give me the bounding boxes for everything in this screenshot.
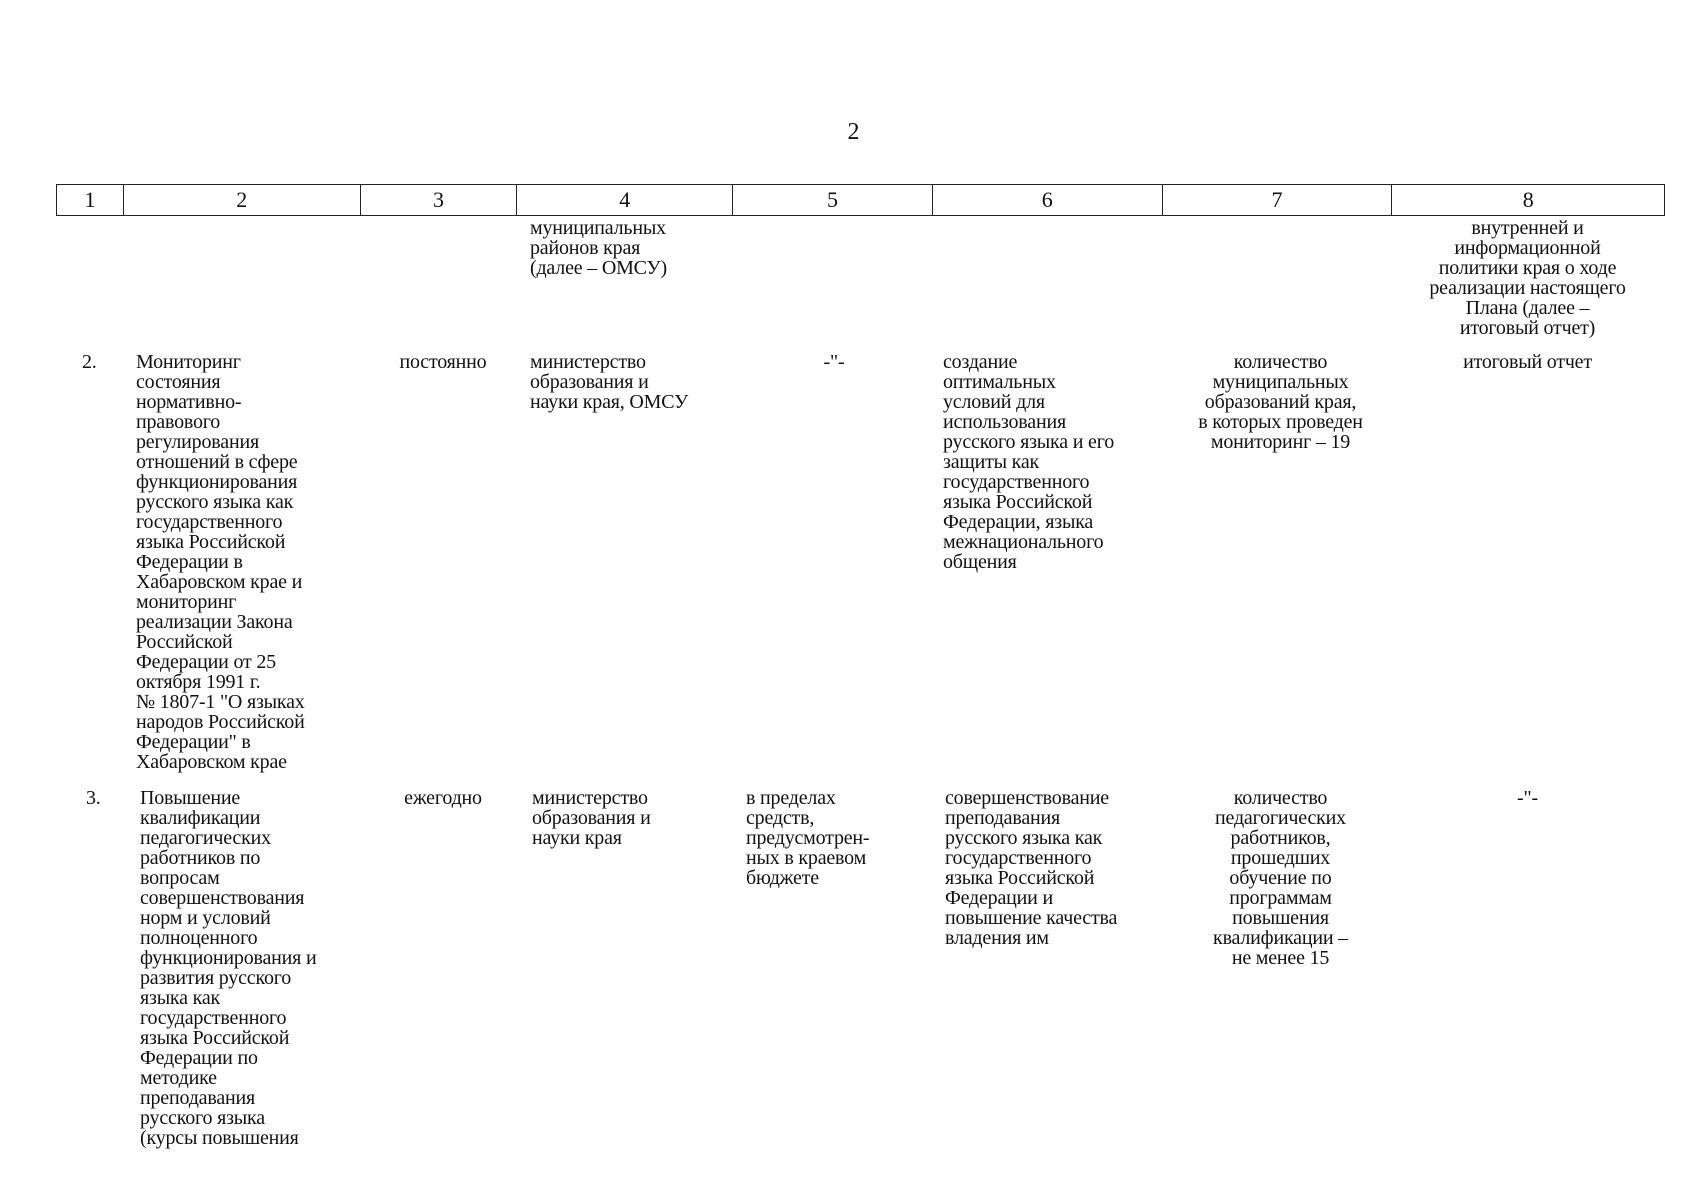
row-3-responsible: министерство образования и науки края — [532, 787, 651, 849]
column-header-2: 2 — [124, 185, 361, 215]
continuation-col8: внутренней и информационной политики края о ходе реализации настоящего Плана (далее – итоговый отчет) — [1429, 217, 1626, 339]
row-3-activity: Повышение квалификации педагогических работников по вопросам совершенствования норм и условий полноценного функционирования и развития русского языка как государственного языка Российской Федерации по методике преподавания русского языка (курсы повышения — [140, 787, 317, 1149]
column-header-1: 1 — [57, 185, 124, 215]
row-3-report: -"- — [1517, 787, 1538, 809]
row-2-activity: Мониторинг состояния нормативно- правового регулирования отношений в сфере функционирования русского языка как государственного языка Российской Федерации в Хабаровском крае и мониторинг реализации Закона Российской Федерации от 25 октября 1991 г. № 1807-1 "О языках народов Российской Федерации" в Хабаровском крае — [136, 351, 305, 773]
continuation-col4: муниципальных районов края (далее – ОМСУ) — [530, 217, 667, 279]
table-header-row — [56, 184, 1665, 216]
column-header-7: 7 — [1163, 185, 1393, 215]
row-2-number: 2. — [82, 351, 97, 373]
row-2-funding: -"- — [823, 351, 845, 373]
column-header-6: 6 — [933, 185, 1163, 215]
row-2-responsible: министерство образования и науки края, ОМСУ — [530, 351, 689, 413]
row-3-indicator: количество педагогических работников, прошедших обучение по программам повышения квалификации – не менее 15 — [1213, 787, 1348, 969]
column-header-3: 3 — [361, 185, 518, 215]
row-3-result: совершенствование преподавания русского языка как государственного языка Российской Федерации и повышение качества владения им — [945, 787, 1118, 949]
row-3-funding: в пределах средств, предусмотрен- ных в краевом бюджете — [746, 787, 870, 889]
row-2-indicator: количество муниципальных образований края, в которых проведен мониторинг – 19 — [1198, 351, 1363, 453]
column-header-5: 5 — [733, 185, 933, 215]
row-2-period: постоянно — [399, 351, 487, 373]
row-2-result: создание оптимальных условий для использования русского языка и его защиты как государственного языка Российской Федерации, языка межнационального общения — [943, 351, 1115, 573]
row-3-period: ежегодно — [404, 787, 482, 809]
page-number: 2 — [847, 119, 860, 145]
row-3-number: 3. — [86, 787, 101, 809]
column-header-4: 4 — [517, 185, 733, 215]
row-2-report: итоговый отчет — [1463, 351, 1592, 373]
column-header-8: 8 — [1522, 187, 1534, 212]
